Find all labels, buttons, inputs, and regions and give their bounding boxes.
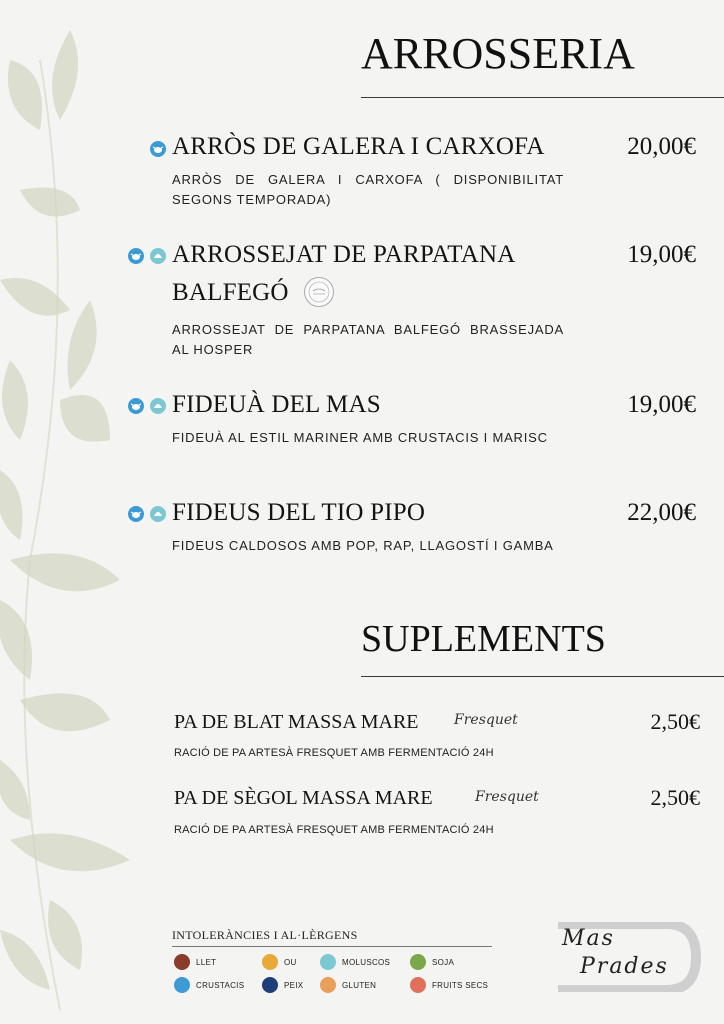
ou-icon xyxy=(262,954,278,970)
dish-name-line1: ARROSSEJAT DE PARPATANA xyxy=(172,241,516,268)
moluscos-icon xyxy=(150,248,166,264)
logo-line1: Mas xyxy=(562,926,615,951)
logo-line2: Prades xyxy=(580,954,669,979)
peix-icon xyxy=(262,977,278,993)
gluten-icon xyxy=(320,977,336,993)
moluscos-icon xyxy=(320,954,336,970)
fresquet-brand: Fresquet xyxy=(454,712,518,728)
moluscos-icon xyxy=(150,398,166,414)
dish-description: ARRÒS DE GALERA I CARXOFA ( DISPONIBILITAT SEGONS TEMPORADA) xyxy=(172,172,564,207)
fresquet-brand: Fresquet xyxy=(475,789,539,805)
suplement-name: PA DE BLAT MASSA MARE xyxy=(174,711,419,733)
crustacis-icon xyxy=(174,977,190,993)
dish-price: 22,00€ xyxy=(627,499,696,526)
mas-prades-logo xyxy=(556,922,701,992)
crustacis-icon xyxy=(128,398,144,414)
arrosseria-title: ARROSSERIA xyxy=(361,29,635,78)
legend-divider xyxy=(172,946,492,947)
allergens-legend-title: INTOLERÀNCIES I AL·LÈRGENS xyxy=(172,928,358,942)
dish-price: 20,00€ xyxy=(627,133,696,160)
dish-name: FIDEUÀ DEL MAS xyxy=(172,391,381,418)
crustacis-icon xyxy=(128,248,144,264)
suplement-description: RACIÓ DE PA ARTESÀ FRESQUET AMB FERMENTACIÓ 24H xyxy=(174,747,494,759)
suplement-description: RACIÓ DE PA ARTESÀ FRESQUET AMB FERMENTACIÓ 24H xyxy=(174,824,494,836)
balfego-seal-icon xyxy=(304,277,334,307)
dish-description: ARROSSEJAT DE PARPATANA BALFEGÓ BRASSEJADA AL HOSPER xyxy=(172,322,564,357)
dish-name: ARRÒS DE GALERA I CARXOFA xyxy=(172,133,545,160)
dish-name: FIDEUS DEL TIO PIPO xyxy=(172,499,426,526)
suplement-price: 2,50€ xyxy=(650,709,700,734)
dish-description: FIDEUÀ AL ESTIL MARINER AMB CRUSTACIS I MARISC xyxy=(172,430,548,445)
dish-name-line2: BALFEGÓ xyxy=(172,279,289,306)
crustacis-icon xyxy=(128,506,144,522)
suplements-title: SUPLEMENTS xyxy=(361,618,606,660)
suplement-name: PA DE SÈGOL MASSA MARE xyxy=(174,787,433,809)
dish-price: 19,00€ xyxy=(627,391,696,418)
crustacis-icon xyxy=(150,141,166,157)
suplements-divider xyxy=(361,676,724,677)
suplement-price: 2,50€ xyxy=(650,785,700,810)
dish-description: FIDEUS CALDOSOS AMB POP, RAP, LLAGOSTÍ I GAMBA xyxy=(172,538,554,553)
fruits-secs-icon xyxy=(410,977,426,993)
moluscos-icon xyxy=(150,506,166,522)
dish-price: 19,00€ xyxy=(627,241,696,268)
arrosseria-divider xyxy=(361,97,724,98)
llet-icon xyxy=(174,954,190,970)
soja-icon xyxy=(410,954,426,970)
